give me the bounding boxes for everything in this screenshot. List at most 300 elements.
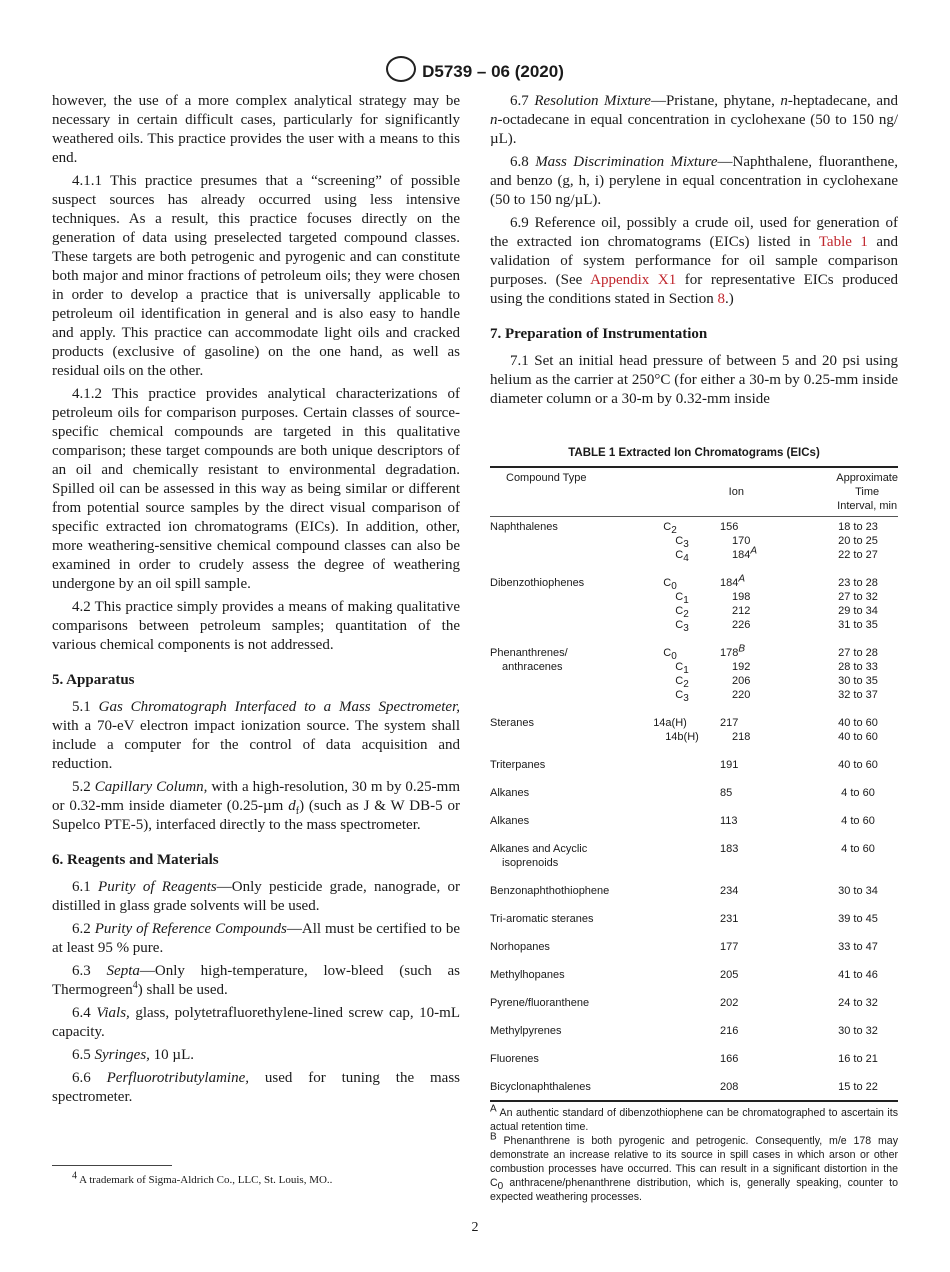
table-title: TABLE 1 Extracted Ion Chromatograms (EICs) xyxy=(568,447,820,459)
time-value: 40 to 60 xyxy=(838,759,878,771)
carbon-number-cell xyxy=(640,940,700,954)
time-interval-cell xyxy=(790,814,898,828)
carbon-number-cell xyxy=(652,674,712,691)
time-interval-cell xyxy=(790,1024,898,1038)
table-row xyxy=(490,842,898,856)
text-segment: n xyxy=(780,93,788,109)
table-row xyxy=(490,1024,898,1038)
carbon-subscript: 4 xyxy=(683,553,689,565)
compound-type-cell: Bicyclonaphthalenes xyxy=(490,1081,591,1093)
ion-cell xyxy=(712,730,802,744)
carbon-number-cell xyxy=(640,520,700,537)
ion-value: 178 xyxy=(720,647,739,659)
ion-cell xyxy=(712,545,802,562)
text-segment: with a high-resolution, 30 m by 0.25-mm or 0.32-mm inside diameter (0.25-µm xyxy=(52,779,460,814)
table-row xyxy=(490,814,898,828)
time-interval-cell xyxy=(790,646,898,660)
ion-cell xyxy=(700,786,790,800)
text-segment: ) (such as J & W DB-5 or Supelco PTE-5), interfaced directly to the mass spectrometer. xyxy=(52,798,460,833)
ion-cell xyxy=(712,688,802,702)
text-segment: —Pristane, phytane, xyxy=(650,93,781,109)
table-group xyxy=(490,716,898,744)
paragraph xyxy=(52,598,460,655)
ion-cell xyxy=(700,842,790,856)
table-row xyxy=(490,884,898,898)
compound-type-cell: Alkanes xyxy=(490,815,530,827)
carbon-subscript: 2 xyxy=(683,609,689,621)
table-group xyxy=(490,520,898,565)
text-segment: A xyxy=(490,1103,497,1115)
carbon-subscript: 1 xyxy=(683,595,689,607)
text-segment: 6.1 xyxy=(72,879,99,895)
text-segment: with a 70-eV electron impact ionization source. The system shall include a computer for the control of data acquisition and reduction. xyxy=(52,718,460,772)
note-ref: A xyxy=(750,545,758,557)
time-interval-cell xyxy=(790,940,898,954)
carbon-number-cell xyxy=(652,856,712,870)
ion-value: 218 xyxy=(732,731,751,743)
ion-value: 208 xyxy=(720,1081,739,1093)
carbon-number-cell xyxy=(640,1052,700,1066)
carbon-subscript: 3 xyxy=(683,539,689,551)
text-segment: Purity of Reference Compounds xyxy=(94,921,287,937)
compound-type-cell xyxy=(490,548,652,562)
ion-value: 216 xyxy=(720,1025,739,1037)
time-value: 27 to 28 xyxy=(838,647,878,659)
carbon-number-cell xyxy=(652,618,712,635)
ion-cell xyxy=(700,814,790,828)
ion-value: 192 xyxy=(732,661,751,673)
ion-value: 217 xyxy=(720,717,739,729)
text-segment: 4.1.1 This practice presumes that a “screening” of possible suspect sources has already occurred using less intensive techniques. As a result, this practice focuses directly on the generation of data using preselected targeted compound classes. These targets are both petrogenic and pyrogenic and can constitute both major and minor fractions of petroleum oils; they were chosen in order to develop a practice that is universally applicable to petroleum oil identification in general and is also easy to handle and apply. This practice can accommodate light oils and cracked products (exclusive of gasoline) on the one hand, as well as residual oils on the other. xyxy=(52,173,460,379)
carbon-label: 14b(H) xyxy=(665,731,699,743)
ion-value: 198 xyxy=(732,591,751,603)
paragraph xyxy=(490,92,898,149)
ion-cell xyxy=(700,996,790,1010)
text-segment: 4.2 This practice simply provides a means of making qualitative comparisons between petroleum samples; quantitation of the various chemical components is not addressed. xyxy=(52,599,460,653)
carbon-subscript: 2 xyxy=(671,525,677,537)
carbon-number-cell xyxy=(640,996,700,1010)
table-row xyxy=(490,674,898,691)
ion-value: 205 xyxy=(720,969,739,981)
text-segment: .) xyxy=(724,291,734,307)
compound-type-cell xyxy=(490,730,652,744)
time-interval-cell xyxy=(802,618,898,632)
carbon-number-cell xyxy=(640,716,700,730)
paragraph xyxy=(52,385,460,594)
compound-type-cell: Methylhopanes xyxy=(490,969,565,981)
col-header-time: Approximate Time Interval, min xyxy=(836,472,898,512)
time-value: 32 to 37 xyxy=(838,689,878,701)
text-segment: 7.1 Set an initial head pressure of between 5 and 20 psi using helium as the carrier at 250°C (for either a 30-m by 0.25-mm inside diameter column or a 30-m by 0.32-mm inside xyxy=(490,353,898,407)
time-value: 30 to 32 xyxy=(838,1025,878,1037)
carbon-number-cell xyxy=(640,1024,700,1038)
text-segment: and validation of system performance for oil sample comparison purposes. (See xyxy=(490,234,898,288)
table-header-row xyxy=(490,468,898,516)
time-value: 41 to 46 xyxy=(838,969,878,981)
table-row xyxy=(490,716,898,730)
time-interval-cell xyxy=(802,548,898,562)
text-segment: 0 xyxy=(497,1181,504,1193)
ion-value: 206 xyxy=(732,675,751,687)
time-value: 15 to 22 xyxy=(838,1081,878,1093)
table-row xyxy=(490,590,898,607)
ion-cell xyxy=(700,716,790,730)
ion-cell xyxy=(712,618,802,632)
cross-reference-link[interactable]: Table 1 xyxy=(818,234,868,250)
carbon-label: C xyxy=(675,605,684,617)
text-segment: ) shall be used. xyxy=(137,982,228,998)
table-row xyxy=(490,573,898,593)
table-group xyxy=(490,1024,898,1038)
text-segment: used for tuning the mass spectrometer. xyxy=(52,1070,460,1105)
carbon-number-cell xyxy=(640,646,700,663)
ion-value: 166 xyxy=(720,1053,739,1065)
paragraph xyxy=(52,920,460,958)
time-value: 4 to 60 xyxy=(841,815,875,827)
paragraph xyxy=(52,1046,460,1065)
carbon-number-cell xyxy=(652,604,712,621)
page-header xyxy=(0,56,950,82)
text-segment: anthracene/phenanthrene distribution, which is, generally speaking, counter to expected weathering processes. xyxy=(490,1177,898,1203)
table-row xyxy=(490,940,898,954)
time-interval-cell xyxy=(790,996,898,1010)
footnote-mark: 4 xyxy=(72,1170,77,1182)
carbon-number-cell xyxy=(652,660,712,677)
cross-reference-link[interactable]: 8 xyxy=(717,291,725,307)
carbon-label: C xyxy=(675,591,684,603)
text-segment: Capillary Column, xyxy=(94,779,208,795)
table-notes xyxy=(490,1103,898,1204)
compound-type-cell xyxy=(490,618,652,632)
table-row xyxy=(490,604,898,621)
ion-cell xyxy=(712,590,802,604)
table-group xyxy=(490,996,898,1010)
text-segment: Purity of Reagents xyxy=(98,879,217,895)
note-ref: B xyxy=(738,643,746,655)
text-segment: Phenanthrene is both pyrogenic and petrogenic. Consequently, m/e 178 may demonstrate an increase relative to its source in spill cases in which arson or other combustion processes have occurred. This can result in a significant distortion in the C xyxy=(490,1135,898,1189)
ion-value: 234 xyxy=(720,885,739,897)
time-interval-cell xyxy=(802,688,898,702)
time-interval-cell xyxy=(802,534,898,548)
table-group xyxy=(490,643,898,705)
compound-type-cell: Norhopanes xyxy=(490,941,550,953)
note-ref: A xyxy=(738,573,746,585)
time-value: 16 to 21 xyxy=(838,1053,878,1065)
carbon-subscript: 1 xyxy=(683,665,689,677)
carbon-label: C xyxy=(675,661,684,673)
table-row xyxy=(490,1052,898,1066)
carbon-number-cell xyxy=(640,814,700,828)
carbon-number-cell xyxy=(652,534,712,551)
table-row xyxy=(490,660,898,677)
section-heading xyxy=(52,851,460,870)
table-row xyxy=(490,968,898,982)
text-segment: n xyxy=(490,112,498,128)
paragraph xyxy=(52,962,460,1000)
paragraph xyxy=(52,92,460,168)
ion-value: 85 xyxy=(720,787,733,799)
compound-type-cell xyxy=(490,688,652,702)
time-value: 31 to 35 xyxy=(838,619,878,631)
text-segment: d xyxy=(288,798,296,814)
carbon-number-cell xyxy=(640,842,700,856)
time-interval-cell xyxy=(790,716,898,730)
ion-cell xyxy=(712,674,802,688)
cross-reference-link[interactable]: Appendix X1 xyxy=(590,272,677,288)
ion-value: 231 xyxy=(720,913,739,925)
table-row xyxy=(490,730,898,744)
paragraph xyxy=(52,778,460,835)
time-interval-cell xyxy=(790,758,898,772)
compound-type-cell: Dibenzothiophenes xyxy=(490,577,585,589)
table-row xyxy=(490,618,898,635)
time-value: 40 to 60 xyxy=(838,717,878,729)
time-interval-cell xyxy=(790,968,898,982)
table-note xyxy=(490,1103,898,1134)
text-segment: 4.1.2 This practice provides analytical characterizations of petroleum oils for comparison purposes. Certain classes of source-specific chemical compounds are targeted in this qualitative comparison; these target compounds are both unique descriptors of an oil and chemically resistant to environmental degradation. Spilled oil can be assessed in this way as being similar or different from potential source samples by the direct visual comparison of specific extracted ion chromatograms (EICs). In addition, other, more weathering-sensitive chemical compound classes can also be examined in order to crudely assess the degree of weathering undergone by an oil spill sample. xyxy=(52,386,460,592)
compound-type-cell: Steranes xyxy=(490,717,535,729)
ion-cell xyxy=(700,912,790,926)
ion-cell xyxy=(712,604,802,618)
text-segment: —Only high-temperature, low-bleed (such as Thermogreen xyxy=(52,963,461,998)
time-interval-cell xyxy=(790,1052,898,1066)
carbon-number-cell xyxy=(652,688,712,705)
table-row xyxy=(490,534,898,551)
compound-type-cell: Alkanes xyxy=(490,787,530,799)
time-interval-cell xyxy=(802,730,898,744)
ion-cell xyxy=(712,856,802,870)
text-segment: 5.2 xyxy=(72,779,95,795)
text-segment: 6.6 xyxy=(72,1070,107,1086)
text-segment: 6.2 xyxy=(72,921,95,937)
ion-cell xyxy=(700,1052,790,1066)
astm-logo-icon xyxy=(386,56,416,82)
carbon-label: C xyxy=(675,549,684,561)
footnote xyxy=(52,1165,460,1186)
table-row xyxy=(490,520,898,537)
paragraph xyxy=(490,214,898,309)
col-header-ion: Ion xyxy=(728,486,744,498)
table-row xyxy=(490,912,898,926)
carbon-number-cell xyxy=(640,1080,700,1094)
paragraph xyxy=(490,352,898,409)
carbon-number-cell xyxy=(640,912,700,926)
carbon-number-cell xyxy=(640,884,700,898)
compound-type-cell: Benzonaphthothiophene xyxy=(490,885,610,897)
carbon-label: C xyxy=(675,675,684,687)
ion-cell xyxy=(700,520,790,534)
time-interval-cell xyxy=(790,576,898,590)
time-value: 4 to 60 xyxy=(841,843,875,855)
text-segment: —Only pesticide grade, nanograde, or distilled in glass grade solvents will be used. xyxy=(52,879,460,914)
table-group xyxy=(490,912,898,926)
text-segment: 6. Reagents and Materials xyxy=(52,852,219,868)
ion-value: 202 xyxy=(720,997,739,1009)
text-segment: 6.5 xyxy=(72,1047,95,1063)
ion-value: 191 xyxy=(720,759,739,771)
time-value: 29 to 34 xyxy=(838,605,878,617)
time-interval-cell xyxy=(802,604,898,618)
ion-value: 156 xyxy=(720,521,739,533)
text-segment: glass, polytetrafluorethylene-lined screw cap, 10-mL capacity. xyxy=(52,1005,460,1040)
ion-cell xyxy=(700,573,790,590)
carbon-subscript: 3 xyxy=(683,693,689,705)
table-group xyxy=(490,1052,898,1066)
ion-cell xyxy=(700,940,790,954)
ion-cell xyxy=(712,660,802,674)
time-interval-cell xyxy=(790,1080,898,1094)
time-interval-cell xyxy=(790,912,898,926)
text-segment: B xyxy=(490,1131,497,1143)
paragraph xyxy=(52,172,460,381)
text-segment: An authentic standard of dibenzothiophene can be chromatographed to ascertain its actual retention time. xyxy=(490,1107,898,1133)
ion-cell xyxy=(700,884,790,898)
table-row xyxy=(490,856,898,870)
carbon-number-cell xyxy=(652,590,712,607)
text-segment: 5. Apparatus xyxy=(52,672,135,688)
carbon-subscript: 2 xyxy=(683,679,689,691)
text-segment: Syringes, xyxy=(94,1047,150,1063)
ion-cell xyxy=(700,643,790,660)
text-segment: Perfluorotributylamine, xyxy=(106,1070,249,1086)
ion-cell xyxy=(700,1080,790,1094)
carbon-label: C xyxy=(663,647,672,659)
compound-type-cell xyxy=(490,534,652,548)
text-segment: 6.3 xyxy=(72,963,107,979)
ion-value: 183 xyxy=(720,843,739,855)
carbon-number-cell xyxy=(640,786,700,800)
compound-type-cell xyxy=(490,604,652,618)
table-row xyxy=(490,758,898,772)
text-segment: Septa xyxy=(106,963,140,979)
left-column xyxy=(52,92,460,1111)
carbon-label: C xyxy=(663,521,672,533)
ion-cell xyxy=(700,968,790,982)
time-interval-cell xyxy=(790,842,898,856)
text-segment: -heptadecane, and xyxy=(787,93,898,109)
text-segment: however, the use of a more complex analytical strategy may be necessary in certain difficult cases, particularly for significantly weathered oils. This practice provides the user with a means to this end. xyxy=(52,93,460,166)
text-segment: for representative EICs produced using the conditions stated in Section xyxy=(490,272,899,307)
carbon-number-cell xyxy=(640,968,700,982)
carbon-number-cell xyxy=(652,730,712,744)
time-value: 30 to 35 xyxy=(838,675,878,687)
table-row xyxy=(490,643,898,663)
table-note xyxy=(490,1131,898,1204)
time-interval-cell xyxy=(802,660,898,674)
carbon-subscript: 0 xyxy=(671,581,677,593)
ion-value: 212 xyxy=(732,605,751,617)
table-row xyxy=(490,786,898,800)
text-segment: Vials, xyxy=(96,1005,130,1021)
text-segment: Mass Discrimination Mixture xyxy=(535,154,718,170)
paragraph xyxy=(52,698,460,774)
page-number: 2 xyxy=(471,1220,479,1235)
time-value: 40 to 60 xyxy=(838,731,878,743)
time-value: 28 to 33 xyxy=(838,661,878,673)
text-segment: 5.1 xyxy=(72,699,99,715)
carbon-number-cell xyxy=(640,576,700,593)
table-group xyxy=(490,842,898,870)
table-row xyxy=(490,688,898,705)
table-group xyxy=(490,573,898,635)
table-row xyxy=(490,996,898,1010)
text-segment: 4 xyxy=(132,980,138,991)
carbon-number-cell xyxy=(652,548,712,565)
table-group xyxy=(490,968,898,982)
right-column xyxy=(490,92,898,413)
table-row xyxy=(490,1080,898,1094)
time-value: 4 to 60 xyxy=(841,787,875,799)
text-segment: Resolution Mixture xyxy=(534,93,651,109)
compound-type-cell: Fluorenes xyxy=(490,1053,539,1065)
table-body xyxy=(490,520,898,1094)
compound-type-cell: anthracenes xyxy=(502,661,563,673)
compound-type-cell: Pyrene/fluoranthene xyxy=(490,997,590,1009)
compound-type-cell xyxy=(490,674,652,688)
text-segment: —All must be certified to be at least 95 % pure. xyxy=(52,921,460,956)
time-value: 39 to 45 xyxy=(838,913,878,925)
table-group xyxy=(490,758,898,772)
time-interval-cell xyxy=(802,590,898,604)
carbon-label: C xyxy=(663,577,672,589)
time-value: 24 to 32 xyxy=(838,997,878,1009)
table-group xyxy=(490,814,898,828)
carbon-label: C xyxy=(675,535,684,547)
table-row xyxy=(490,545,898,565)
table-1 xyxy=(490,446,898,1204)
text-segment: 6.4 xyxy=(72,1005,97,1021)
time-value: 22 to 27 xyxy=(838,549,878,561)
ion-cell xyxy=(700,1024,790,1038)
compound-type-cell: Methylpyrenes xyxy=(490,1025,562,1037)
paragraph xyxy=(52,878,460,916)
compound-type-cell: Naphthalenes xyxy=(490,521,558,533)
ion-value: 113 xyxy=(720,815,738,827)
table-group xyxy=(490,940,898,954)
document-designation: D5739 – 06 (2020) xyxy=(422,62,564,81)
time-interval-cell xyxy=(802,856,898,870)
table-group xyxy=(490,786,898,800)
time-interval-cell xyxy=(802,674,898,688)
ion-value: 170 xyxy=(732,535,751,547)
carbon-label: C xyxy=(675,689,684,701)
table-group xyxy=(490,884,898,898)
text-segment: 6.7 xyxy=(510,93,535,109)
paragraph xyxy=(52,1004,460,1042)
ion-value: 226 xyxy=(732,619,751,631)
footnote-text: A trademark of Sigma-Aldrich Co., LLC, St. Louis, MO.. xyxy=(77,1174,333,1186)
text-segment: Gas Chromatograph Interfaced to a Mass Spectrometer, xyxy=(98,699,461,715)
compound-type-cell: isoprenoids xyxy=(502,857,559,869)
compound-type-cell xyxy=(490,590,652,604)
paragraph xyxy=(52,1069,460,1107)
time-interval-cell xyxy=(790,786,898,800)
time-value: 18 to 23 xyxy=(838,521,878,533)
text-segment: 7. Preparation of Instrumentation xyxy=(490,326,708,342)
time-interval-cell xyxy=(790,520,898,534)
carbon-number-cell xyxy=(640,758,700,772)
compound-type-cell: Tri-aromatic steranes xyxy=(490,913,594,925)
time-value: 30 to 34 xyxy=(838,885,878,897)
carbon-subscript: 0 xyxy=(671,651,677,663)
ion-cell xyxy=(700,758,790,772)
compound-type-cell: Phenanthrenes/ xyxy=(490,647,568,659)
carbon-label: C xyxy=(675,619,684,631)
text-segment: 10 µL. xyxy=(149,1047,194,1063)
carbon-subscript: 3 xyxy=(683,623,689,635)
time-value: 27 to 32 xyxy=(838,591,878,603)
section-heading xyxy=(490,325,898,344)
